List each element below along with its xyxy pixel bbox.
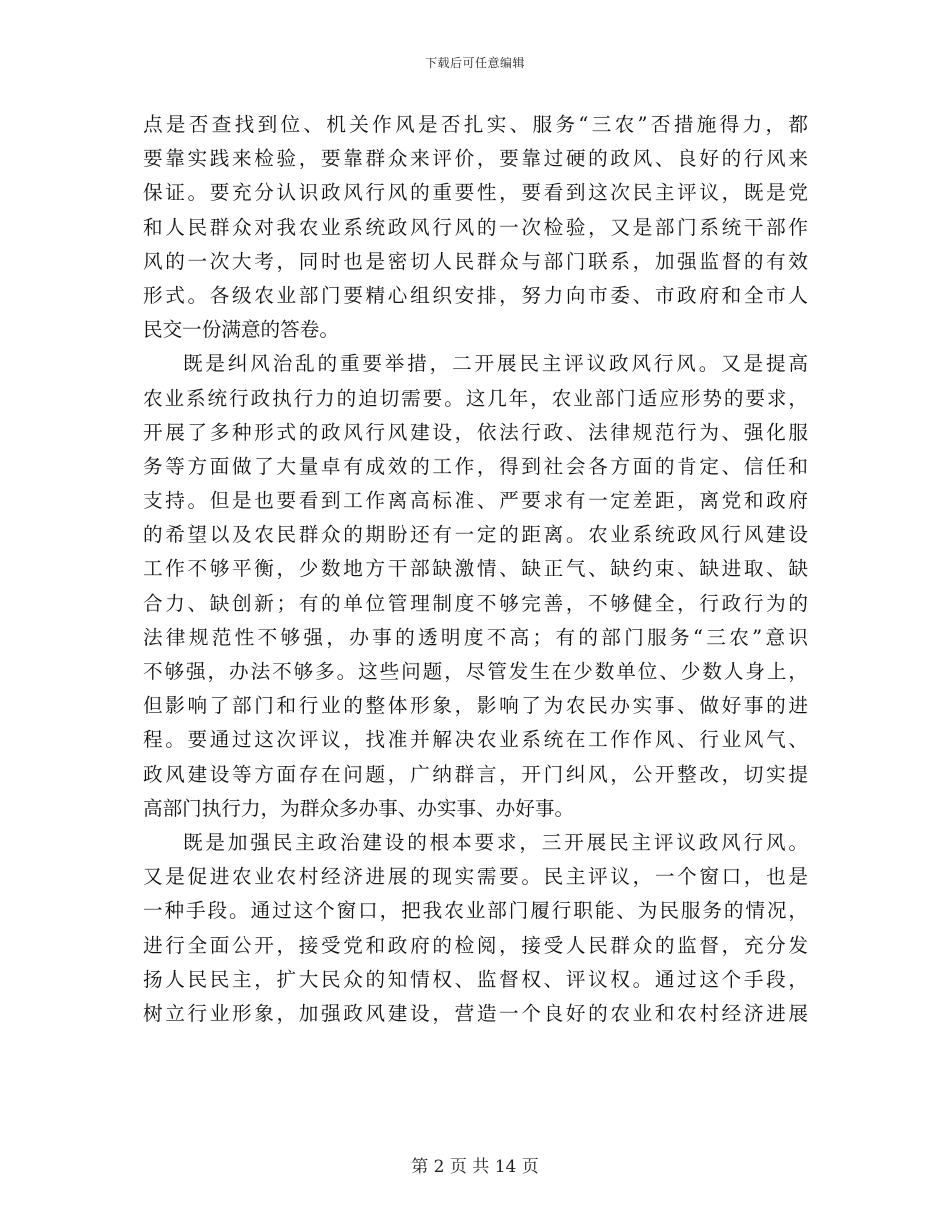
text-line: 一种手段。通过这个窗口，把我农业部门履行职能、为民服务的情况， bbox=[143, 899, 808, 923]
text-line: 但影响了部门和行业的整体形象，影响了为农民办实事、做好事的进 bbox=[143, 694, 808, 718]
text-line: 要靠实践来检验，要靠群众来评价，要靠过硬的政风、良好的行风来 bbox=[143, 147, 808, 171]
text-line: 保证。要充分认识政风行风的重要性，要看到这次民主评议，既是党 bbox=[143, 181, 808, 205]
page-header: 下载后可任意编辑 bbox=[424, 56, 525, 70]
document-body bbox=[143, 108, 808, 1031]
text-line: 风的一次大考，同时也是密切人民群众与部门联系，加强监督的有效 bbox=[143, 249, 808, 273]
text-line: 程。要通过这次评议，找准并解决农业系统在工作作风、行业风气、 bbox=[143, 728, 808, 752]
text-line: 和人民群众对我农业系统政风行风的一次检验，又是部门系统干部作 bbox=[143, 215, 808, 239]
text-line: 进行全面公开，接受党和政府的检阅，接受人民群众的监督，充分发 bbox=[143, 933, 808, 957]
page-footer: 第 2 页 共 14 页 bbox=[411, 1157, 539, 1177]
text-line: 不够强，办法不够多。这些问题，尽管发生在少数单位、少数人身上， bbox=[143, 660, 808, 683]
text-line: 开展了多种形式的政风行风建设，依法行政、法律规范行为、强化服 bbox=[143, 420, 808, 444]
text-line: 工作不够平衡，少数地方干部缺激情、缺正气、缺约束、缺进取、缺 bbox=[143, 557, 808, 581]
text-line: 的希望以及农民群众的期盼还有一定的距离。农业系统政风行风建设 bbox=[143, 523, 808, 547]
text-line: 农业系统行政执行力的迫切需要。这几年，农业部门适应形势的要求， bbox=[143, 386, 808, 410]
text-line: 点是否查找到位、机关作风是否扎实、服务“三农”否措施得力，都 bbox=[143, 113, 808, 136]
text-line: 合力、缺创新；有的单位管理制度不够完善，不够健全，行政行为的 bbox=[143, 591, 808, 615]
text-line: 政风建设等方面存在问题，广纳群言，开门纠风，公开整改，切实提 bbox=[143, 762, 808, 786]
text-line: 民交一份满意的答卷。 bbox=[143, 318, 339, 342]
text-line: 法律规范性不够强，办事的透明度不高；有的部门服务“三农”意识 bbox=[143, 625, 808, 649]
text-line: 树立行业形象，加强政风建设，营造一个良好的农业和农村经济进展 bbox=[143, 1001, 808, 1025]
text-line: 务等方面做了大量卓有成效的工作，得到社会各方面的肯定、信任和 bbox=[143, 454, 808, 478]
paragraph-first-line: 既是纠风治乱的重要举措，二开展民主评议政风行风。又是提高 bbox=[183, 352, 808, 376]
paragraph-first-line: 既是加强民主政治建设的根本要求，三开展民主评议政风行风。 bbox=[183, 830, 808, 854]
text-line: 又是促进农业农村经济进展的现实需要。民主评议，一个窗口，也是 bbox=[143, 865, 808, 889]
text-line: 高部门执行力，为群众多办事、办实事、办好事。 bbox=[143, 796, 575, 820]
text-line: 扬人民民主，扩大民众的知情权、监督权、评议权。通过这个手段， bbox=[143, 967, 808, 991]
text-line: 支持。但是也要看到工作离高标准、严要求有一定差距，离党和政府 bbox=[143, 489, 808, 513]
text-line: 形式。各级农业部门要精心组织安排，努力向市委、市政府和全市人 bbox=[143, 283, 808, 307]
